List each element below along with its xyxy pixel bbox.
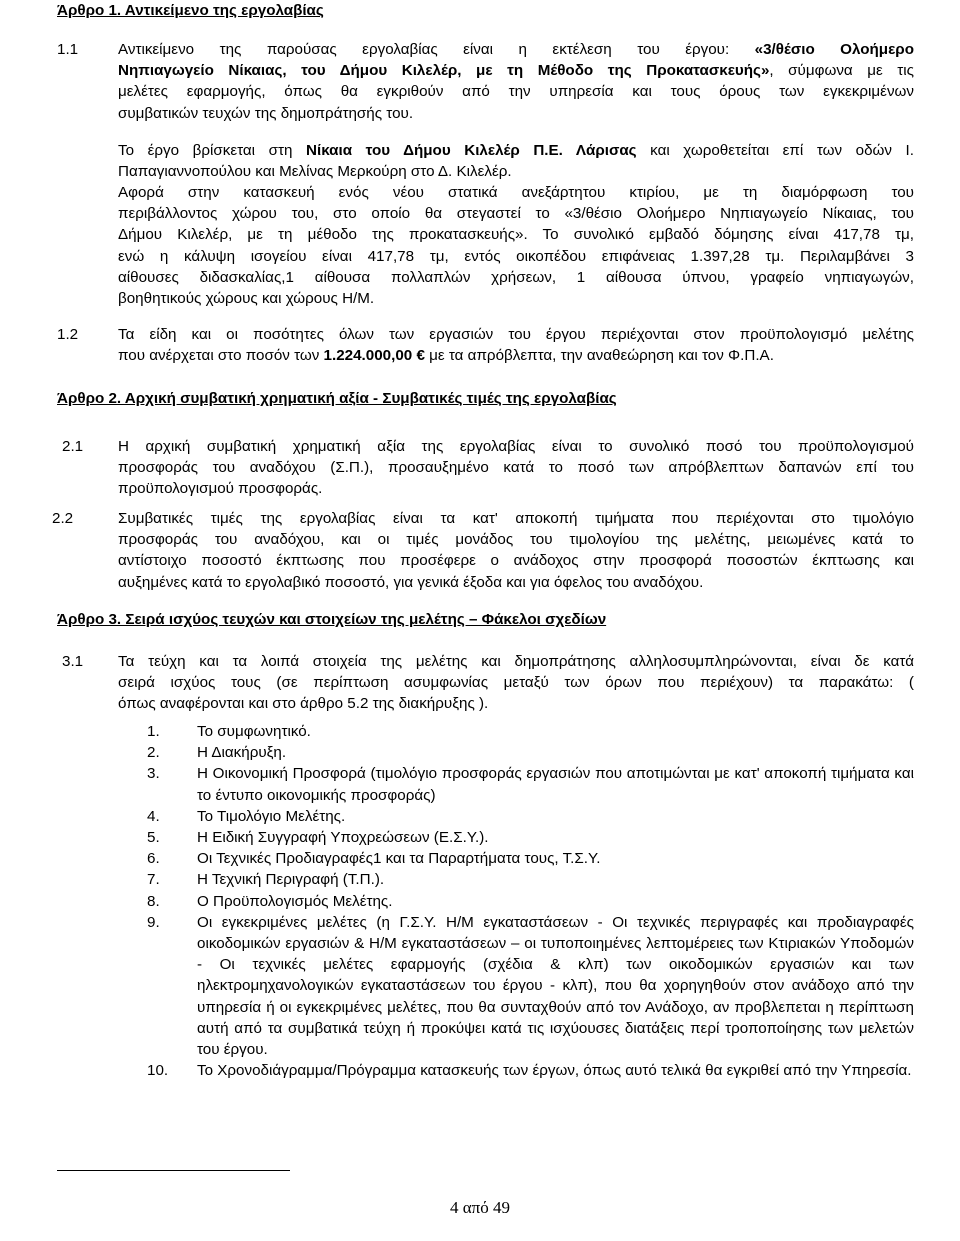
list-item	[147, 891, 914, 912]
paragraph-3-1-number: 3.1	[62, 653, 84, 670]
paragraph-2-2-line-4: αυξημένες κατά το εργολαβικό ποσοστό, για γενικά έξοδα και για όφελος του αναδόχου.	[118, 573, 704, 591]
list-item-text: Η Τεχνική Περιγραφή (Τ.Π.).	[197, 871, 385, 889]
description-line-1: Αφορά στην κατασκευή ενός νέου στατικά ανεξάρτητου κτιρίου, με τη διαμόρφωση του	[118, 184, 914, 201]
list-item-number: 6.	[147, 850, 160, 868]
list-item-number: 10.	[147, 1062, 169, 1080]
budget-continuation: με τα απρόβλεπτα, την αναθεώρηση και τον Φ.Π.Α.	[424, 347, 774, 365]
list-item-text: Το Χρονοδιάγραμμα/Πρόγραμμα κατασκευής των έργων, όπως αυτό τελικά θα εγκριθεί από την Υπηρεσία.	[197, 1062, 912, 1080]
list-item-number: 1.	[147, 723, 160, 740]
paragraph-3-1-line-1: Τα τεύχη και τα λοιπά στοιχεία της μελέτης και δημοπράτησης αλληλοσυμπληρώνονται, είναι δε κατά	[118, 653, 914, 670]
list-item	[147, 827, 914, 848]
list-item	[147, 742, 914, 763]
list-item-text: Η Οικονομική Προσφορά (τιμολόγιο προσφοράς εργασιών που αποτιμώνται με κατ' αποκοπή τιμήματα και το έντυπο οικονομικής προσφοράς)	[197, 765, 914, 804]
paragraph-3-1	[118, 651, 914, 715]
paragraph-2-1-line-1: Η αρχική συμβατική χρηματική αξία της εργολαβίας είναι το συνολικό ποσό του προϋπολογισμού	[118, 438, 914, 455]
list-item-text: Οι Τεχνικές Προδιαγραφές1 και τα Παραρτήματα τους, Τ.Σ.Υ.	[197, 850, 601, 868]
list-item-text: Ο Προϋπολογισμός Μελέτης.	[197, 892, 393, 910]
list-item-text: Η Διακήρυξη.	[197, 744, 287, 762]
paragraph-2-1	[118, 436, 914, 500]
paragraph-1-1-line-3: μελέτες εφαρμογής, όπως θα εγκριθούν από την υπηρεσία και τους όρους των εγκεκριμένων	[118, 83, 914, 101]
description-line-4: ενώ η κάλυψη ισογείου είναι 417,78 τμ, εντός οικοπέδου επιφάνειας 1.397,28 τμ. Περιλαμβάνει 3	[118, 247, 914, 265]
paragraph-1-2-line-1: Τα είδη και οι ποσότητες όλων των εργασιών του έργου περιέχονται στον προϋπολογισμό μελέτης	[118, 326, 914, 343]
project-location-line-2: Παπαγιαννοπούλου και Μελίνας Μερκούρη στο Δ. Κιλελέρ.	[118, 163, 512, 181]
list-item-number: 4.	[147, 807, 160, 825]
list-item	[147, 721, 914, 742]
list-item-number: 2.	[147, 744, 160, 762]
project-title-part-2: Νηπιαγωγείο Νίκαιας, του Δήμου Κιλελέρ, με τη Μέθοδο της Προκατασκευής»	[118, 62, 770, 80]
list-item	[147, 1060, 914, 1081]
paragraph-2-1-line-3: προϋπολογισμού προσφοράς.	[118, 480, 323, 498]
list-item	[147, 763, 914, 805]
euro-sign: €	[416, 347, 425, 365]
paragraph-2-2-line-2: προσφοράς του αναδόχου, και οι τιμές μονάδος του τιμολογίου της μελέτης, μειωμένες κατά το	[118, 531, 914, 549]
paragraph-1-1-line-1	[118, 39, 914, 60]
project-description	[118, 182, 914, 309]
paragraph-2-1-line-2: προσφοράς του αναδόχου (Σ.Π.), προσαυξημένο κατά το ποσό των απρόβλεπτων δαπανών επί του	[118, 459, 914, 477]
page-number: 4 από 49	[450, 1198, 510, 1217]
list-item	[147, 912, 914, 1060]
paragraph-1-1	[118, 39, 914, 124]
paragraph-2-1-number: 2.1	[62, 438, 84, 455]
paragraph-1-2-number: 1.2	[57, 326, 79, 343]
budget-amount: 1.224.000,00	[323, 347, 413, 365]
paragraph-1-1-intro: Αντικείμενο της παρούσας εργολαβίας είναι η εκτέλεση του έργου:	[118, 41, 755, 58]
document-precedence-list	[147, 721, 914, 1081]
footnote-separator	[57, 1170, 290, 1171]
paragraph-1-1-continuation: , σύμφωνα με τις	[769, 62, 915, 80]
list-item-text: Το συμφωνητικό.	[197, 723, 311, 740]
location-continuation: και χωροθετείται επί των οδών Ι.	[636, 142, 914, 159]
paragraph-3-1-line-2: σειρά ισχύος τους (σε περίπτωση ασυμφωνίας μεταξύ των όρων που περιέχουν) τα παρακάτω: (	[118, 674, 914, 692]
paragraph-2-2-line-3: αντίστοιχο ποσοστό έκπτωσης που προσέφερε ο ανάδοχος στην προσφορά ποσοστών έκπτωσης και	[118, 552, 914, 570]
list-item	[147, 869, 914, 890]
paragraph-2-2-line-1: Συμβατικές τιμές της εργολαβίας είναι τα κατ' αποκοπή τιμήματα που περιέχονται στο τιμολόγιο	[118, 510, 914, 527]
project-title-part-1: «3/θέσιο Ολοήμερο	[754, 41, 914, 58]
paragraph-1-1-line-2	[118, 60, 914, 81]
paragraph-1-1-line-4: συμβατικών τευχών της δημοπράτησής του.	[118, 104, 414, 122]
list-item-number: 5.	[147, 829, 160, 847]
location-intro: Το έργο βρίσκεται στη	[118, 142, 306, 159]
paragraph-1-2-line-2	[118, 345, 914, 366]
article-2-title: Άρθρο 2. Αρχική συμβατική χρηματική αξία - Συμβατικές τιμές της εργολαβίας	[57, 390, 617, 407]
list-item-number: 7.	[147, 871, 160, 889]
project-location-line-1	[118, 140, 914, 161]
list-item-text: Η Ειδική Συγγραφή Υποχρεώσεων (Ε.Σ.Υ.).	[197, 829, 489, 847]
list-item-number: 8.	[147, 892, 160, 910]
description-line-3: Δήμου Κιλελέρ, με τη μέθοδο της προκατασκευής». Το συνολικό εμβαδό δόμησης είναι 417,78 τμ,	[118, 226, 914, 244]
paragraph-1-2	[118, 324, 914, 366]
list-item-number: 3.	[147, 765, 160, 783]
list-item-text: Οι εγκεκριμένες μελέτες (η Γ.Σ.Υ. Η/Μ εγκαταστάσεων - Οι τεχνικές περιγραφές και προδιαγραφές οικοδομικών εργασιών & Η/Μ εγκαταστάσεων – οι τυποποιημένες λεπτομέρειες των Κτιριακών Υποδομών - Οι τεχνικές μελέτες εφαρμογής (σχέδια & κλπ) των οικοδομικών εργασιών και των ηλεκτρομηχανολογικών εγκαταστάσεων του έργου - κλπ), που θα χορηγηθούν στον ανάδοχο από την υπηρεσία ή οι εγκεκριμένες μελέτες, που θα συνταχθούν από τον Ανάδοχο, αν προβλεπεται η περίπτωση αυτή από τα συμβατικά τεύχη ή προκύψει κατά τις ισχύουσες διατάξεις περί τροποποίησης των μελετών του έργου.	[197, 913, 914, 1059]
list-item-text: Το Τιμολόγιο Μελέτης.	[197, 807, 346, 825]
paragraph-1-1-number: 1.1	[57, 41, 79, 58]
paragraph-2-2-number: 2.2	[52, 510, 74, 527]
paragraph-3-1-line-3: όπως αναφέρονται και στο άρθρο 5.2 της διακήρυξης ).	[118, 695, 489, 713]
list-item	[147, 848, 914, 869]
paragraph-2-2	[118, 508, 914, 593]
list-item-number: 9.	[147, 913, 160, 931]
list-item	[147, 806, 914, 827]
description-line-5: αίθουσες διδασκαλίας,1 αίθουσα πολλαπλών χρήσεων, 1 αίθουσα ύπνου, γραφείο νηπιαγωγών,	[118, 268, 914, 286]
description-line-2: περιβάλλοντος χώρου του, στο οποίο θα στεγαστεί το «3/θέσιο Ολοήμερο Νηπιαγωγείο Νίκαιας, του	[118, 205, 914, 223]
description-line-6: βοηθητικούς χώρους και χώρους Η/Μ.	[118, 290, 375, 308]
article-3-title: Άρθρο 3. Σειρά ισχύος τευχών και στοιχείων της μελέτης – Φάκελοι σχεδίων	[57, 611, 607, 628]
budget-intro: που ανέρχεται στο ποσόν των	[118, 347, 324, 365]
article-1-title: Άρθρο 1. Αντικείμενο της εργολαβίας	[57, 2, 324, 19]
location-municipality: Νίκαια του Δήμου Κιλελέρ Π.Ε. Λάρισας	[306, 142, 637, 159]
project-location	[118, 140, 914, 182]
